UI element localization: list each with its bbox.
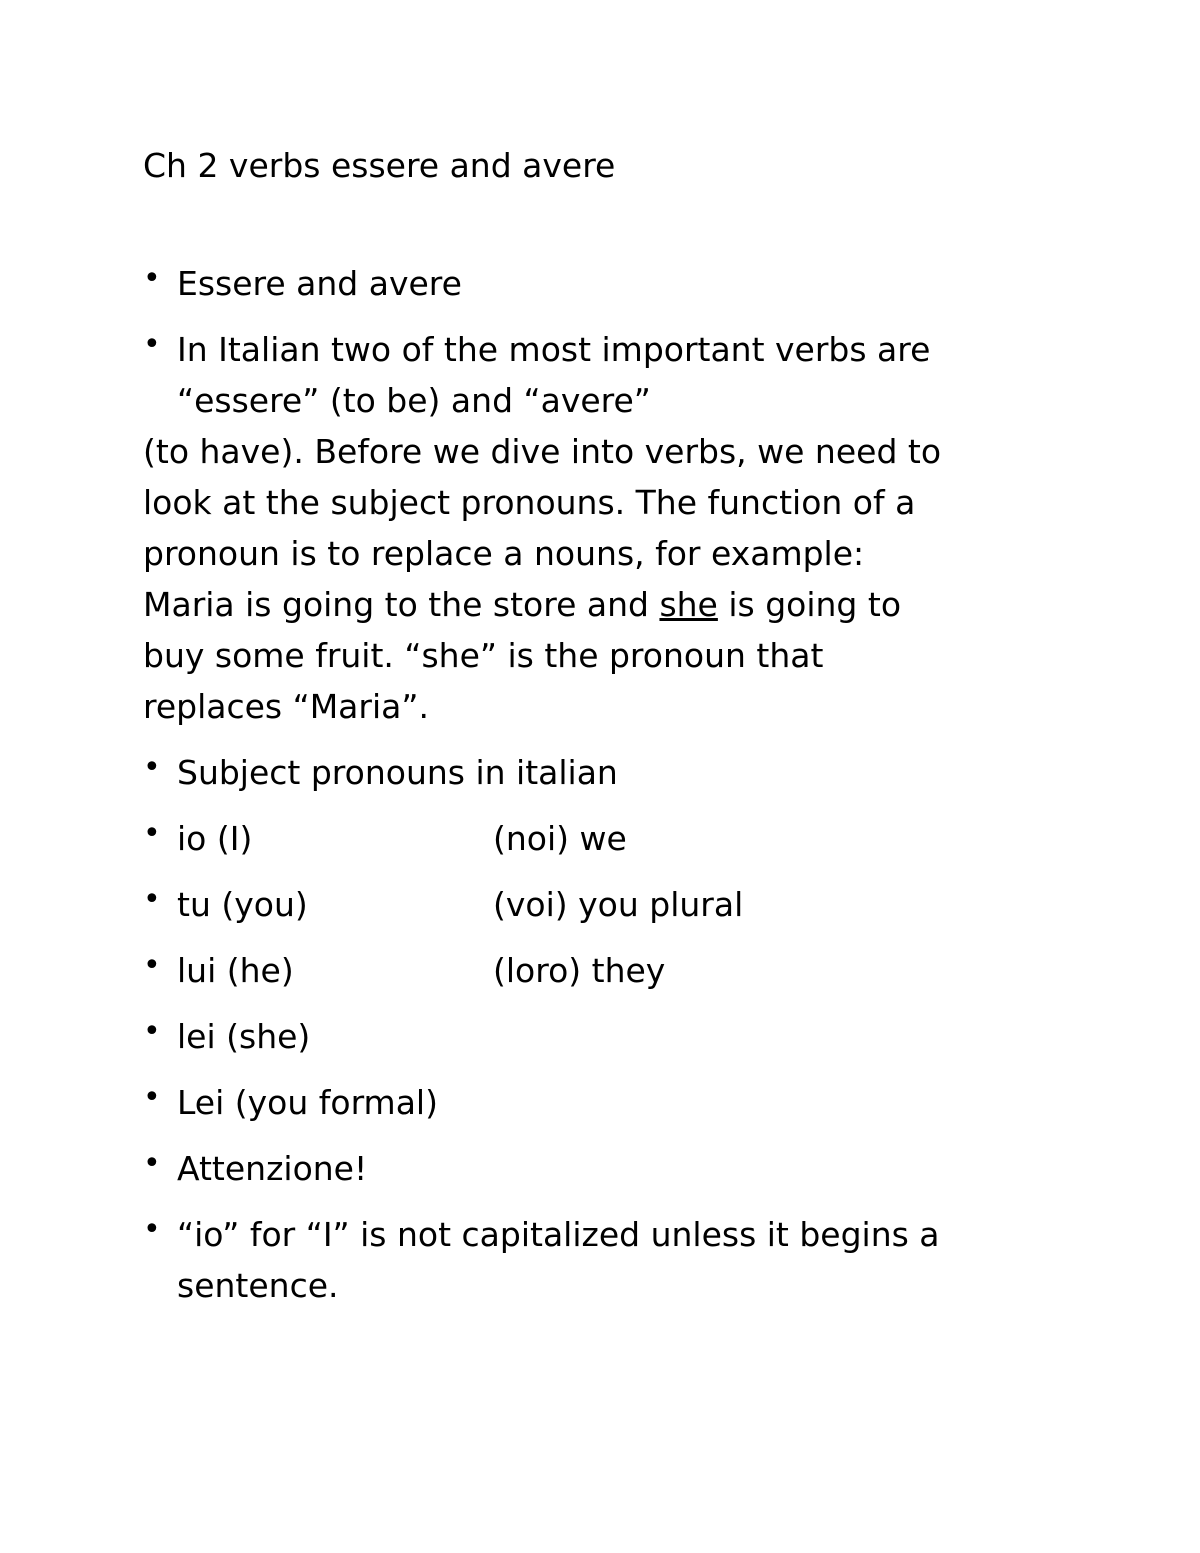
underlined-pronoun: she [659,585,718,624]
bullet-line: • In Italian two of the most important verbs are [177,330,931,369]
paragraph-line: (to have). Before we dive into verbs, we need to [143,432,942,471]
bullet-line: sentence. [177,1266,339,1305]
document-title: Ch 2 verbs essere and avere [143,146,616,185]
pronoun-singular: Lei (you formal) [177,1083,438,1122]
paragraph-line: replaces “Maria”. [143,687,429,726]
bullet-essere-avere: • Essere and avere [143,258,1103,309]
pronoun-singular: tu (you) [177,885,308,924]
pronoun-row [143,813,1103,864]
pronoun-singular: lui (he) [177,951,294,990]
paragraph-line: buy some fruit. “she” is the pronoun that [143,636,824,675]
pronoun-row [143,879,1103,930]
pronoun-row [143,1077,1103,1128]
bullet-subject-pronouns: • Subject pronouns in italian [143,747,1103,798]
paragraph-text: Maria is going to the store and [143,585,660,624]
pronoun-singular: io (I) [177,819,253,858]
paragraph-line [143,579,1103,630]
pronoun-row [143,1011,1103,1062]
bullet-line: “essere” (to be) and “avere” [177,381,651,420]
bullet-line: • “io” for “I” is not capitalized unless it begins a [177,1215,940,1254]
pronoun-plural: (voi) you plural [493,885,744,924]
paragraph-text: is going to [717,585,902,624]
pronoun-singular: lei (she) [177,1017,311,1056]
bullet-capitalization-note [143,1209,1103,1311]
pronoun-plural: (loro) they [493,951,666,990]
paragraph-line: pronoun is to replace a nouns, for example: [143,534,865,573]
pronoun-plural: (noi) we [493,819,627,858]
document-page [143,140,1103,1326]
bullet-important-verbs [143,324,1103,426]
explanation-paragraph [143,426,1103,732]
pronoun-row [143,945,1103,996]
paragraph-line: look at the subject pronouns. The function of a [143,483,916,522]
bullet-attention: • Attenzione! [143,1143,1103,1194]
